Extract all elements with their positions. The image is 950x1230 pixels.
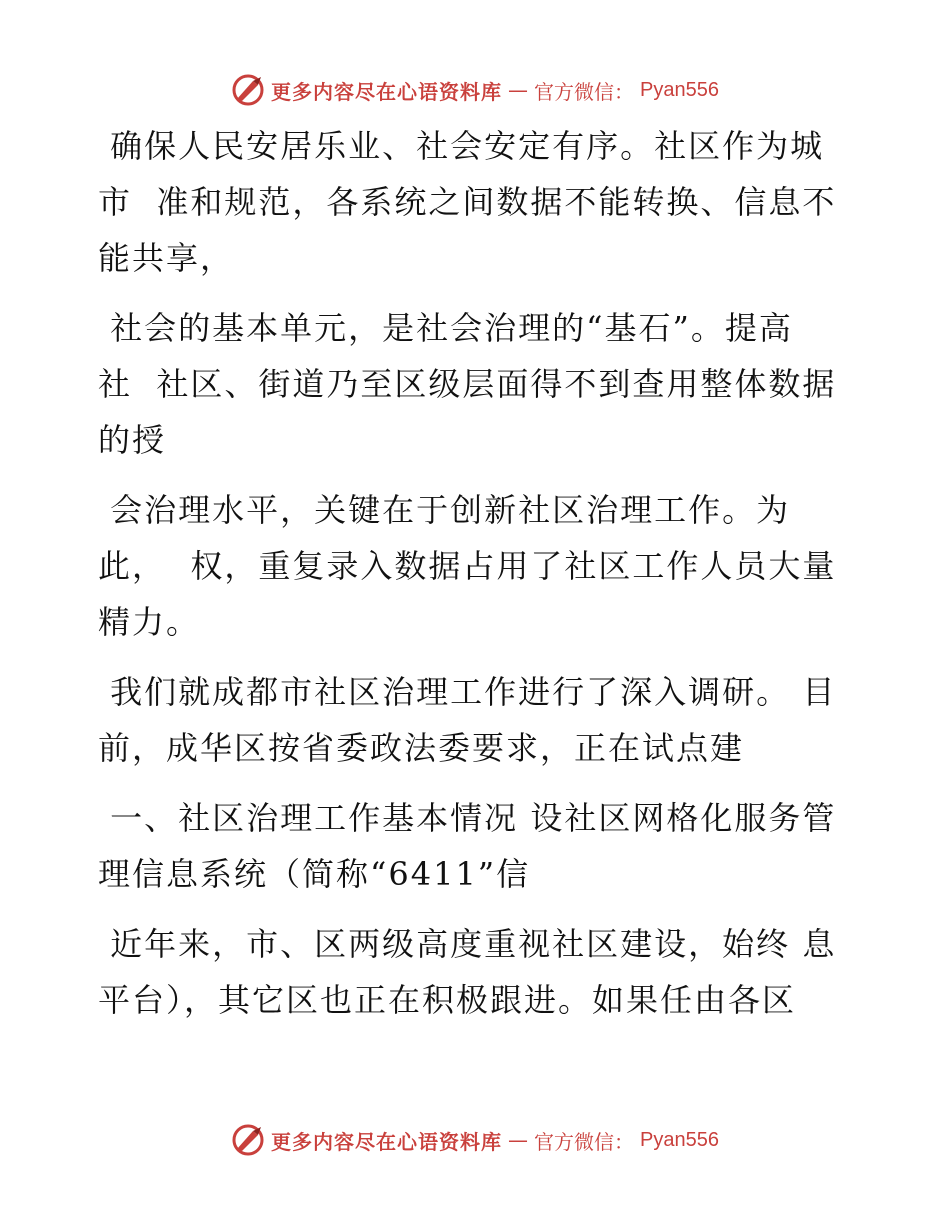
document-body <box>98 118 843 1042</box>
footer-banner <box>0 1120 950 1160</box>
text-line: 平台），其它区也正在积极跟进。如果任由各区 <box>98 981 797 1019</box>
text-line: 前，成华区按省委政法委要求，正在试点建 <box>98 729 745 767</box>
paragraph <box>98 300 843 468</box>
banner-wechat-id: Pyan556 <box>640 1128 719 1151</box>
paragraph <box>98 118 843 286</box>
banner-dash: — <box>508 78 529 102</box>
text-line: 社 社区、街道乃至区级层面得不到查用整体数据 <box>98 365 837 403</box>
banner-wechat-label: 官方微信： <box>534 1129 635 1154</box>
paragraph <box>98 916 843 1028</box>
banner-wechat-label: 官方微信： <box>534 79 635 104</box>
quill-pen-logo-icon <box>231 73 265 107</box>
paragraph <box>98 482 843 650</box>
text-line: 确保人民安居乐业、社会安定有序。社区作为城 <box>98 127 825 165</box>
paragraph <box>98 664 843 776</box>
paragraph <box>98 790 843 902</box>
text-line: 精力。 <box>98 603 201 641</box>
banner-site-text: 更多内容尽在心语资料库 <box>271 79 503 104</box>
text-line: 的授 <box>98 421 167 459</box>
text-line: 理信息系统（简称“6411”信 <box>98 855 531 893</box>
banner-dash: — <box>508 1128 529 1152</box>
banner-wechat-id: Pyan556 <box>640 78 719 101</box>
text-line: 此， 权，重复录入数据占用了社区工作人员大量 <box>98 547 837 585</box>
text-line: 市 准和规范，各系统之间数据不能转换、信息不 <box>98 183 837 221</box>
text-line: 会治理水平，关键在于创新社区治理工作。为 <box>98 491 791 529</box>
text-line: 我们就成都市社区治理工作进行了深入调研。 目 <box>98 673 837 711</box>
text-line: 能共享， <box>98 239 235 277</box>
text-line: 社会的基本单元，是社会治理的“基石”。提高 <box>98 309 793 347</box>
header-banner <box>0 70 950 110</box>
text-line: 近年来，市、区两级高度重视社区建设，始终 息 <box>98 925 837 963</box>
text-line: 一、社区治理工作基本情况 设社区网格化服务管 <box>98 799 837 837</box>
banner-site-text: 更多内容尽在心语资料库 <box>271 1129 503 1154</box>
quill-pen-logo-icon <box>231 1123 265 1157</box>
